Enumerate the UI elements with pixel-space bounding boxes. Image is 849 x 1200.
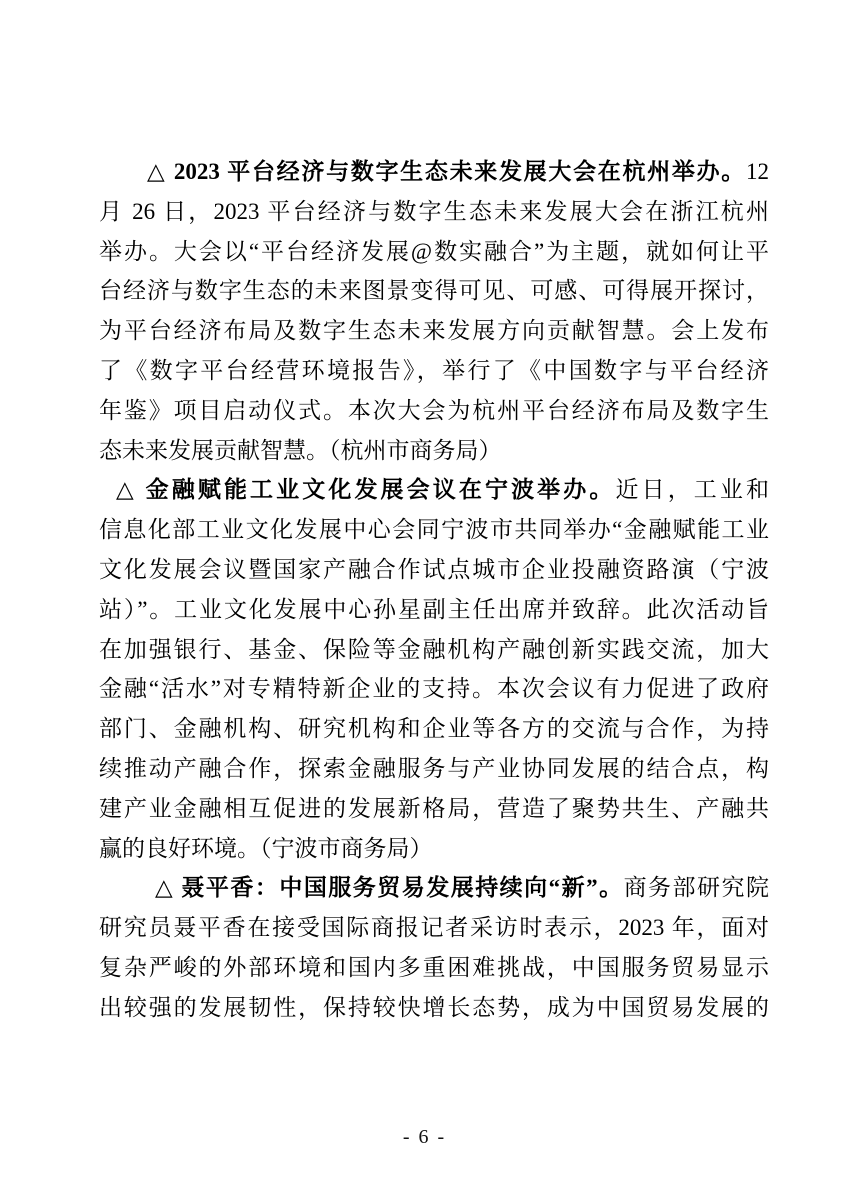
- entry-text: 举办。大会以“平台经济发展@数实融合”为主题，就如何让平: [99, 238, 769, 264]
- text-line: [99, 789, 769, 829]
- text-line: [99, 669, 769, 709]
- entry-text: 赢的良好环境。（宁波市商务局）: [99, 835, 433, 861]
- entry-text: 了《数字平台经营环境报告》，举行了《中国数字与平台经济: [99, 357, 769, 383]
- entry-text: 复杂严峻的外部环境和国内多重困难挑战，中国服务贸易显示: [99, 954, 769, 980]
- text-line: [99, 550, 769, 590]
- entry-text: 态未来发展贡献智慧。（杭州市商务局）: [99, 437, 502, 463]
- paragraph: [99, 152, 769, 470]
- text-line: [99, 948, 769, 988]
- text-line: [99, 391, 769, 431]
- entry-text: 研究员聂平香在接受国际商报记者采访时表示，2023 年，面对: [99, 915, 769, 941]
- entry-text: 金融“活水”对专精特新企业的支持。本次会议有力促进了政府: [99, 676, 769, 702]
- entry-text: 年鉴》项目启动仪式。本次大会为杭州平台经济布局及数字生: [99, 397, 769, 423]
- entry-heading: △ 聂平香：中国服务贸易发展持续向“新”。: [155, 875, 624, 901]
- text-line: [99, 470, 769, 510]
- text-line: [99, 908, 769, 948]
- entry-text: 建产业金融相互促进的发展新格局，营造了聚势共生、产融共: [99, 795, 769, 821]
- entry-heading: △ 2023 平台经济与数字生态未来发展大会在杭州举办。: [147, 159, 746, 184]
- entry-text: 信息化部工业文化发展中心会同宁波市共同举办“金融赋能工业: [99, 517, 769, 543]
- text-line: [99, 311, 769, 351]
- paragraph: [99, 470, 769, 868]
- entry-text: 站）”。工业文化发展中心孙星副主任出席并致辞。此次活动旨: [99, 596, 769, 622]
- text-line: [99, 630, 769, 670]
- text-line: [99, 431, 769, 471]
- text-line: [99, 192, 769, 232]
- page-footer: [0, 1126, 849, 1149]
- text-line: [99, 988, 769, 1028]
- text-line: [99, 510, 769, 550]
- text-line: [99, 152, 769, 192]
- text-line: [99, 590, 769, 630]
- paragraph: [99, 868, 769, 1027]
- entry-heading: △ 金融赋能工业文化发展会议在宁波举办。: [116, 477, 616, 503]
- entry-text: 部门、金融机构、研究机构和企业等各方的交流与合作，为持: [99, 716, 769, 742]
- entry-text: 文化发展会议暨国家产融合作试点城市企业投融资路演（宁波: [99, 556, 769, 582]
- entry-text: 在加强银行、基金、保险等金融机构产融创新实践交流，加大: [99, 636, 769, 662]
- text-line: [99, 232, 769, 272]
- text-line: [99, 829, 769, 869]
- document-body: [99, 152, 769, 1028]
- entry-text: 商务部研究院: [623, 875, 769, 901]
- entry-text: 12: [746, 159, 769, 184]
- text-line: [99, 749, 769, 789]
- text-line: [99, 868, 769, 908]
- entry-text: 台经济与数字生态的未来图景变得可见、可感、可得展开探讨，: [99, 278, 769, 304]
- entry-text: 近日，工业和: [615, 477, 769, 503]
- entry-text: 出较强的发展韧性，保持较快增长态势，成为中国贸易发展的: [99, 994, 769, 1020]
- text-line: [99, 271, 769, 311]
- text-line: [99, 709, 769, 749]
- entry-text: 续推动产融合作，探索金融服务与产业协同发展的结合点，构: [99, 755, 769, 781]
- text-line: [99, 351, 769, 391]
- entry-text: 月 26 日，2023 平台经济与数字生态未来发展大会在浙江杭州: [99, 198, 769, 224]
- entry-text: 为平台经济布局及数字生态未来发展方向贡献智慧。会上发布: [99, 318, 769, 344]
- page-number: - 6 -: [402, 1126, 447, 1148]
